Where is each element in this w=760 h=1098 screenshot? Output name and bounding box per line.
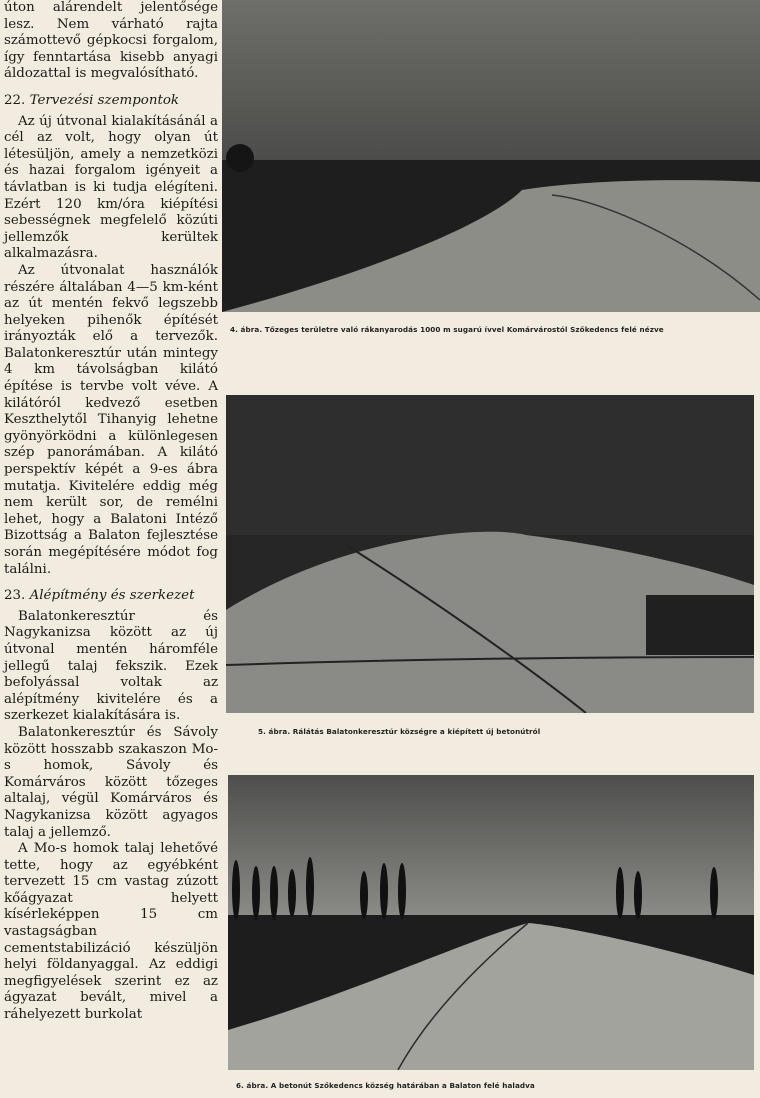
figure-6-caption: 6. ábra. A betonút Szőkedencs község határában a Balaton felé haladva xyxy=(236,1081,535,1090)
figure-5-photo xyxy=(226,395,754,713)
section-23-number: 23. xyxy=(4,588,26,604)
section-22-number: 22. xyxy=(4,92,26,108)
figure-6-photo xyxy=(228,775,754,1070)
paragraph-design-goal: Az új útvonal kialakításánál a cél az volt, hogy olyan út létesüljön, amely a nemzetközi és hazai forgalom igényeit a távlatban is ki tudja elégíteni. Ezért 120 km/óra kiépítési sebességnek megfelelő közúti jellemzők kerültek alkalmazásra. xyxy=(4,113,218,262)
left-text-column xyxy=(4,0,218,1024)
paragraph-intro: úton alárendelt jelentősége lesz. Nem várható rajta számottevő gépkocsi forgalom, így fenntartása kisebb anyagi áldozattal is megvalósítható. xyxy=(4,0,218,82)
section-23-heading xyxy=(4,588,218,605)
figure-5-caption: 5. ábra. Rálátás Balatonkeresztúr községre a kiépített új betonútról xyxy=(258,727,541,736)
paragraph-cement-stabilization: A Mo-s homok talaj lehetővé tette, hogy az egyébként tervezett 15 cm vastag zúzott kőágyazat helyett kísérleképpen 15 cm vastagságban cementstabilizáció készüljön helyi földanyaggal. Az eddigi megfigyelések szerint ez az ágyazat bevált, mivel a ráhelyezett burkolat xyxy=(4,841,218,1023)
paragraph-soil-types: Balatonkeresztúr és Nagykanizsa között az új útvonal mentén háromféle jellegű talaj fekszik. Ezek befolyással voltak az alépítmény kivitelére és a szerkezet kialakítására is. xyxy=(4,608,218,724)
figure-4-photo xyxy=(222,0,760,312)
section-23-title: Alépítmény és szerkezet xyxy=(29,588,195,604)
section-22-heading xyxy=(4,93,218,110)
paragraph-rest-areas: Az útvonalat használók részére általában 4—5 km-ként az út mentén fekvő legszebb helyeken pihenők építését irányozták elő a tervezők. Balatonkeresztúr után mintegy 4 km távolságban kilátó építése is tervbe volt véve. A kilátóról kedvező esetben Keszthelytől Tihanyig lehetne gyönyörködni a különlegesen szép panorámában. A kilátó perspektív képét a 9-es ábra mutatja. Kivitelére eddig még nem került sor, de remélni lehet, hogy a Balatoni Intéző Bizottság a Balaton fejlesztése során megépítésére módot fog találni. xyxy=(4,262,218,577)
figure-4-caption: 4. ábra. Tőzeges területre való rákanyarodás 1000 m sugarú ívvel Komárvárostól Szőkedencs felé nézve xyxy=(230,325,664,334)
section-22-title: Tervezési szempontok xyxy=(29,92,180,108)
paragraph-soil-sections: Balatonkeresztúr és Sávoly között hosszabb szakaszon Mo-s homok, Sávoly és Komárváros között tőzeges altalaj, végül Komárváros és Nagykanizsa között agyagos talaj a jellemző. xyxy=(4,724,218,840)
